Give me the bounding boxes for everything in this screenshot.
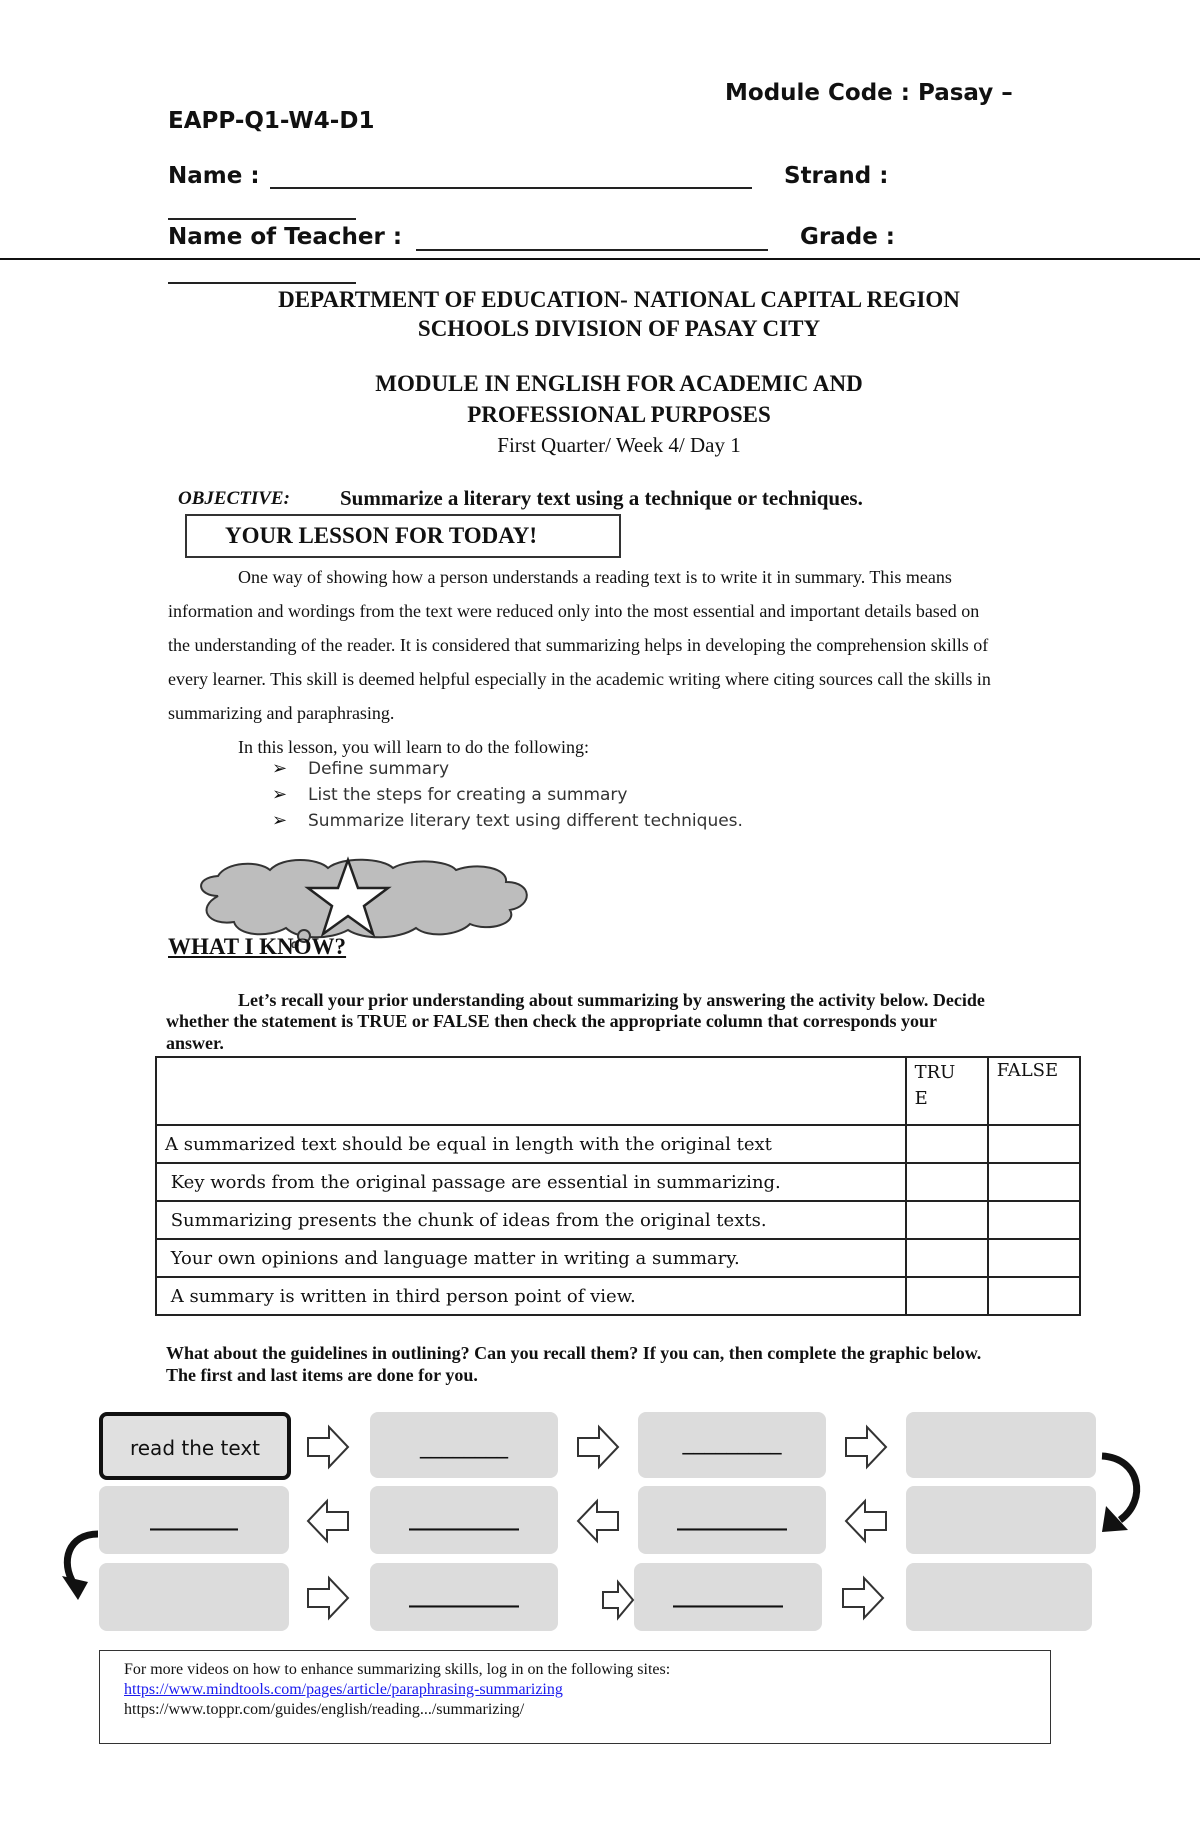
step-box-blank[interactable]: [906, 1412, 1096, 1478]
instruction-line-3: answer.: [166, 1033, 224, 1053]
lesson-banner: [185, 514, 621, 558]
step-box-blank[interactable]: [906, 1563, 1092, 1631]
step-box-blank[interactable]: __________: [638, 1486, 826, 1554]
what-i-know-heading: WHAT I KNOW?: [168, 934, 347, 959]
true-false-table: [155, 1056, 1081, 1316]
strand-label: Strand :: [784, 163, 889, 189]
arrow-right-icon: [840, 1575, 886, 1621]
lesson-line-1: One way of showing how a person understands a reading text is to write it in summary. This means: [238, 567, 952, 587]
arrow-right-icon: [305, 1424, 351, 1470]
instruction-line-1: Let’s recall your prior understanding about summarizing by answering the activity below. Decide: [238, 990, 985, 1010]
arrow-bullet-icon: ➢: [272, 810, 288, 831]
statement-cell: Key words from the original passage are essential in summarizing.: [156, 1163, 906, 1201]
step-box-blank[interactable]: [906, 1486, 1096, 1554]
toppr-link[interactable]: https://www.toppr.com/guides/english/reading.../summarizing/: [124, 1701, 525, 1718]
arrow-right-icon: [843, 1424, 889, 1470]
objective-text: Summarize a literary text using a technique or techniques.: [340, 486, 863, 510]
name-field[interactable]: [270, 187, 752, 189]
table-header-row: [156, 1057, 1080, 1125]
table-row: [156, 1163, 1080, 1201]
statement-cell: A summary is written in third person point of view.: [156, 1277, 906, 1315]
lesson-banner-text: YOUR LESSON FOR TODAY!: [225, 523, 538, 548]
instruction-line-2: whether the statement is TRUE or FALSE then check the appropriate column that corresponds your: [166, 1011, 937, 1031]
arrow-bullet-icon: ➢: [272, 784, 288, 805]
table-row: [156, 1201, 1080, 1239]
module-id: EAPP-Q1-W4-D1: [168, 108, 375, 134]
lesson-intro: In this lesson, you will learn to do the following:: [238, 737, 589, 757]
grade-field-continued[interactable]: [168, 282, 356, 284]
page-divider: [0, 258, 1200, 260]
lesson-line-3: the understanding of the reader. It is considered that summarizing helps in developing the comprehension skills of: [168, 635, 989, 655]
table-row: [156, 1277, 1080, 1315]
step-box-blank[interactable]: ________: [370, 1412, 558, 1478]
step-box-blank[interactable]: ________: [99, 1486, 289, 1554]
statement-cell: Your own opinions and language matter in writing a summary.: [156, 1239, 906, 1277]
module-title-line2: PROFESSIONAL PURPOSES: [467, 402, 771, 427]
step-box-blank[interactable]: __________: [370, 1486, 558, 1554]
quarter-week-day: First Quarter/ Week 4/ Day 1: [497, 433, 741, 457]
arrow-bullet-icon: ➢: [272, 758, 288, 779]
step-box-blank[interactable]: _________: [638, 1412, 826, 1478]
false-checkbox-cell[interactable]: [988, 1125, 1080, 1163]
true-checkbox-cell[interactable]: [906, 1163, 988, 1201]
module-title-line1: MODULE IN ENGLISH FOR ACADEMIC AND: [375, 371, 863, 396]
lesson-line-5: summarizing and paraphrasing.: [168, 703, 395, 723]
step-box-read-the-text: read the text: [99, 1412, 291, 1480]
guidelines-line-2: The first and last items are done for you.: [166, 1365, 478, 1385]
teacher-label: Name of Teacher :: [168, 224, 403, 250]
arrow-right-icon: [305, 1575, 351, 1621]
teacher-field[interactable]: [416, 249, 768, 251]
lesson-line-2: information and wordings from the text were reduced only into the most essential and important details based on: [168, 601, 980, 621]
arrow-right-icon: [600, 1579, 636, 1621]
false-checkbox-cell[interactable]: [988, 1239, 1080, 1277]
true-checkbox-cell[interactable]: [906, 1239, 988, 1277]
objective-label: OBJECTIVE:: [178, 488, 290, 509]
guidelines-line-1: What about the guidelines in outlining? Can you recall them? If you can, then complete the graphic below.: [166, 1343, 982, 1363]
table-row: [156, 1125, 1080, 1163]
false-checkbox-cell[interactable]: [988, 1277, 1080, 1315]
table-row: [156, 1239, 1080, 1277]
curved-arrow-down-right-icon: [1098, 1448, 1150, 1542]
false-checkbox-cell[interactable]: [988, 1163, 1080, 1201]
statement-cell: Summarizing presents the chunk of ideas from the original texts.: [156, 1201, 906, 1239]
strand-field-continued[interactable]: [168, 218, 356, 220]
true-checkbox-cell[interactable]: [906, 1125, 988, 1163]
arrow-left-icon: [843, 1498, 889, 1544]
arrow-left-icon: [575, 1498, 621, 1544]
lesson-line-4: every learner. This skill is deemed helpful especially in the academic writing where citing sources call the skills in: [168, 669, 991, 689]
name-label: Name :: [168, 163, 260, 189]
false-column-header: FALSE: [988, 1057, 1080, 1125]
curved-arrow-down-left-icon: [58, 1526, 102, 1606]
department-title: DEPARTMENT OF EDUCATION- NATIONAL CAPITAL REGION: [278, 287, 960, 312]
arrow-right-icon: [575, 1424, 621, 1470]
grade-label: Grade :: [800, 224, 896, 250]
statement-header-cell: [156, 1057, 906, 1125]
false-checkbox-cell[interactable]: [988, 1201, 1080, 1239]
module-code: Module Code : Pasay –: [725, 80, 1013, 106]
resources-intro: For more videos on how to enhance summarizing skills, log in on the following sites:: [124, 1661, 671, 1678]
arrow-left-icon: [305, 1498, 351, 1544]
resources-box: [99, 1650, 1051, 1744]
true-column-header: TRU E: [906, 1057, 988, 1125]
mindtools-link[interactable]: https://www.mindtools.com/pages/article/paraphrasing-summarizing: [124, 1681, 563, 1698]
step-box-blank[interactable]: [99, 1563, 289, 1631]
step-box-blank[interactable]: __________: [370, 1563, 558, 1631]
step-box-blank[interactable]: __________: [634, 1563, 822, 1631]
division-title: SCHOOLS DIVISION OF PASAY CITY: [417, 316, 821, 341]
true-checkbox-cell[interactable]: [906, 1201, 988, 1239]
statement-cell: A summarized text should be equal in length with the original text: [156, 1125, 906, 1163]
true-checkbox-cell[interactable]: [906, 1277, 988, 1315]
